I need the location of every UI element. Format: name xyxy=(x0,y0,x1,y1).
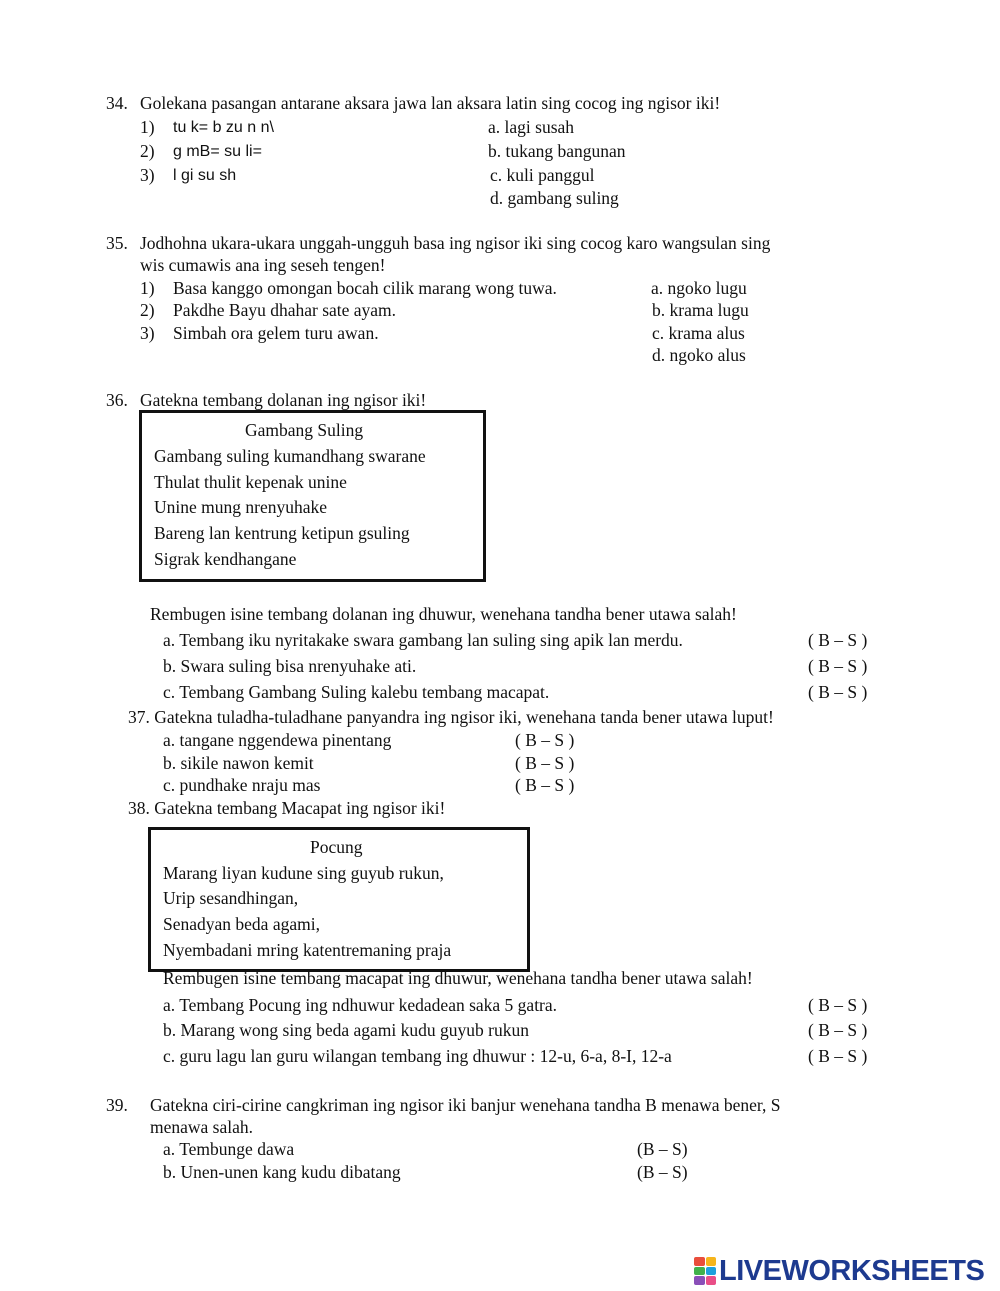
q36-instruction: Rembugen isine tembang dolanan ing dhuwur, wenehana tandha bener utawa salah! xyxy=(150,604,737,624)
q36-poem-title: Gambang Suling xyxy=(245,420,364,440)
q38-poem-line: Nyembadani mring katentremaning praja xyxy=(163,940,452,960)
liveworksheets-brand-text: LIVEWORKSHEETS xyxy=(719,1254,985,1287)
q38-poem-line: Marang liyan kudune sing guyub rukun, xyxy=(163,863,444,883)
q38-statement: a. Tembang Pocung ing ndhuwur kedadean saka 5 gatra. xyxy=(163,995,558,1015)
q35-number: 35. xyxy=(106,233,128,253)
q38-poem-line: Urip sesandhingan, xyxy=(163,888,299,908)
q35-option: c. krama alus xyxy=(652,323,745,343)
q38-statement: c. guru lagu lan guru wilangan tembang ing dhuwur : 12-u, 6-a, 8-I, 12-a xyxy=(163,1046,672,1066)
q36-statement: a. Tembang iku nyritakake swara gambang lan suling sing apik lan merdu. xyxy=(163,630,683,650)
q39-statement: b. Unen-unen kang kudu dibatang xyxy=(163,1162,401,1182)
q36-poem-line: Bareng lan kentrung ketipun gsuling xyxy=(154,523,410,543)
q38-poem-line: Senadyan beda agami, xyxy=(163,914,320,934)
q37-statement: c. pundhake nraju mas xyxy=(163,775,321,795)
q37-question: 37. Gatekna tuladha-tuladhane panyandra ing ngisor iki, wenehana tanda bener utawa luput! xyxy=(128,707,774,727)
q35-option: d. ngoko alus xyxy=(652,345,746,365)
q38-statement: b. Marang wong sing beda agami kudu guyub rukun xyxy=(163,1020,529,1040)
q34-item-number: 3) xyxy=(140,165,155,185)
q34-item-number: 1) xyxy=(140,117,155,137)
q39-statement: a. Tembunge dawa xyxy=(163,1139,295,1159)
q36-poem-line: Gambang suling kumandhang swarane xyxy=(154,446,426,466)
q35-item: Simbah ora gelem turu awan. xyxy=(173,323,379,343)
q36-number: 36. xyxy=(106,390,128,410)
q35-item: Pakdhe Bayu dhahar sate ayam. xyxy=(173,300,397,320)
q39-true-false-choice[interactable]: (B – S) xyxy=(637,1139,688,1159)
q38-true-false-choice[interactable]: ( B – S ) xyxy=(808,995,868,1015)
q36-true-false-choice[interactable]: ( B – S ) xyxy=(808,682,868,702)
q36-poem-line: Thulat thulit kepenak unine xyxy=(154,472,347,492)
q34-option: a. lagi susah xyxy=(488,117,575,137)
q36-question: Gatekna tembang dolanan ing ngisor iki! xyxy=(140,390,427,410)
q37-true-false-choice[interactable]: ( B – S ) xyxy=(515,730,575,750)
q34-javanese-item: tu k= b zu n n\ xyxy=(173,119,274,136)
q34-option: c. kuli panggul xyxy=(490,165,595,185)
q38-true-false-choice[interactable]: ( B – S ) xyxy=(808,1046,868,1066)
q35-option: b. krama lugu xyxy=(652,300,749,320)
q37-true-false-choice[interactable]: ( B – S ) xyxy=(515,753,575,773)
q38-poem-title: Pocung xyxy=(310,837,363,857)
q34-question: Golekana pasangan antarane aksara jawa lan aksara latin sing cocog ing ngisor iki! xyxy=(140,93,721,113)
q35-item-number: 3) xyxy=(140,323,155,343)
q36-poem-line: Sigrak kendhangane xyxy=(154,549,297,569)
q39-true-false-choice[interactable]: (B – S) xyxy=(637,1162,688,1182)
q36-statement: c. Tembang Gambang Suling kalebu tembang macapat. xyxy=(163,682,550,702)
liveworksheets-logo-icon xyxy=(694,1257,716,1285)
q39-number: 39. xyxy=(106,1095,128,1115)
q34-option: d. gambang suling xyxy=(490,188,619,208)
q38-true-false-choice[interactable]: ( B – S ) xyxy=(808,1020,868,1040)
q34-item-number: 2) xyxy=(140,141,155,161)
q34-number: 34. xyxy=(106,93,128,113)
q38-instruction: Rembugen isine tembang macapat ing dhuwur, wenehana tandha bener utawa salah! xyxy=(163,968,753,988)
q39-question-line: Gatekna ciri-cirine cangkriman ing ngisor iki banjur wenehana tandha B menawa bener, S xyxy=(150,1095,781,1115)
q39-question-line: menawa salah. xyxy=(150,1117,254,1137)
q35-item: Basa kanggo omongan bocah cilik marang wong tuwa. xyxy=(173,278,557,298)
q34-javanese-item: g mB= su li= xyxy=(173,143,262,160)
liveworksheets-logo xyxy=(694,1254,994,1288)
q38-question: 38. Gatekna tembang Macapat ing ngisor iki! xyxy=(128,798,446,818)
q34-javanese-item: l gi su sh xyxy=(173,167,237,184)
q36-true-false-choice[interactable]: ( B – S ) xyxy=(808,656,868,676)
q35-question-line: Jodhohna ukara-ukara unggah-ungguh basa ing ngisor iki sing cocog karo wangsulan sing xyxy=(140,233,771,253)
q36-true-false-choice[interactable]: ( B – S ) xyxy=(808,630,868,650)
q35-item-number: 2) xyxy=(140,300,155,320)
q36-statement: b. Swara suling bisa nrenyuhake ati. xyxy=(163,656,417,676)
q37-true-false-choice[interactable]: ( B – S ) xyxy=(515,775,575,795)
q34-option: b. tukang bangunan xyxy=(488,141,626,161)
q35-item-number: 1) xyxy=(140,278,155,298)
q37-statement: a. tangane nggendewa pinentang xyxy=(163,730,392,750)
q36-poem-line: Unine mung nrenyuhake xyxy=(154,497,328,517)
q35-question-line: wis cumawis ana ing seseh tengen! xyxy=(140,255,386,275)
q37-statement: b. sikile nawon kemit xyxy=(163,753,314,773)
q35-option: a. ngoko lugu xyxy=(651,278,747,298)
